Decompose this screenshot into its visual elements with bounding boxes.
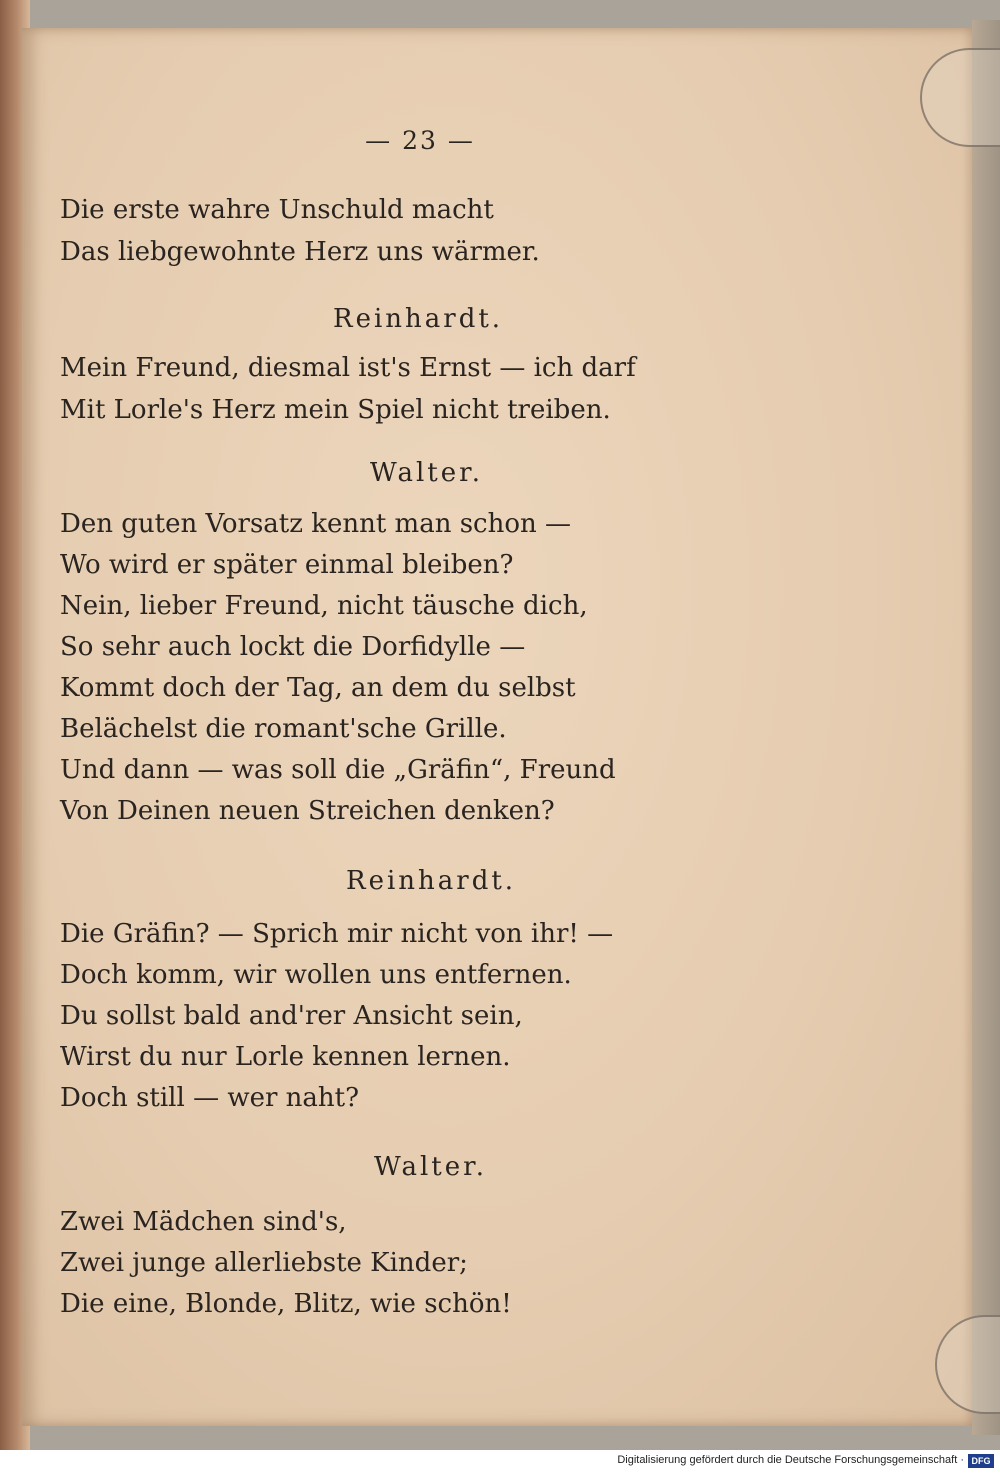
- verse-line: Von Deinen neuen Streichen denken?: [60, 796, 555, 826]
- verse-line: Du sollst bald and'rer Ansicht sein,: [60, 1001, 523, 1031]
- verse-line: Doch still — wer naht?: [60, 1083, 360, 1113]
- verse-line: Zwei junge allerliebste Kinder;: [60, 1248, 468, 1278]
- verse-line: Wo wird er später einmal bleiben?: [60, 550, 514, 580]
- verse-line: Wirst du nur Lorle kennen lernen.: [60, 1042, 511, 1072]
- verse-line: Und dann — was soll die „Gräfin“, Freund: [60, 755, 616, 785]
- footer-bar: [0, 1450, 1000, 1474]
- verse-line: Belächelst die romant'sche Grille.: [60, 714, 507, 744]
- verse-line: Das liebgewohnte Herz uns wärmer.: [60, 237, 540, 267]
- verse-line: Den guten Vorsatz kennt man schon —: [60, 509, 572, 539]
- verse-line: Kommt doch der Tag, an dem du selbst: [60, 673, 576, 703]
- verse-line: Die Gräfin? — Sprich mir nicht von ihr! —: [60, 919, 614, 949]
- funding-notice: Digitalisierung gefördert durch die Deutsche Forschungsgemeinschaft ·: [617, 1454, 964, 1466]
- verse-line: Mit Lorle's Herz mein Spiel nicht treiben.: [60, 395, 611, 425]
- speaker-name: Walter.: [374, 1152, 487, 1182]
- speaker-name: Reinhardt.: [346, 866, 517, 896]
- page-edge: [972, 20, 1000, 1435]
- verse-line: Nein, lieber Freund, nicht täusche dich,: [60, 591, 588, 621]
- speaker-name: Reinhardt.: [333, 304, 504, 334]
- verse-line: Die erste wahre Unschuld macht: [60, 195, 494, 225]
- dfg-logo-icon: DFG: [968, 1454, 994, 1468]
- speaker-name: Walter.: [370, 458, 483, 488]
- verse-line: Mein Freund, diesmal ist's Ernst — ich darf: [60, 353, 636, 383]
- page-number: — 23 —: [365, 126, 475, 155]
- verse-line: So sehr auch lockt die Dorfidylle —: [60, 632, 526, 662]
- verse-line: Zwei Mädchen sind's,: [60, 1207, 347, 1237]
- verse-line: Doch komm, wir wollen uns entfernen.: [60, 960, 572, 990]
- verse-line: Die eine, Blonde, Blitz, wie schön!: [60, 1289, 512, 1319]
